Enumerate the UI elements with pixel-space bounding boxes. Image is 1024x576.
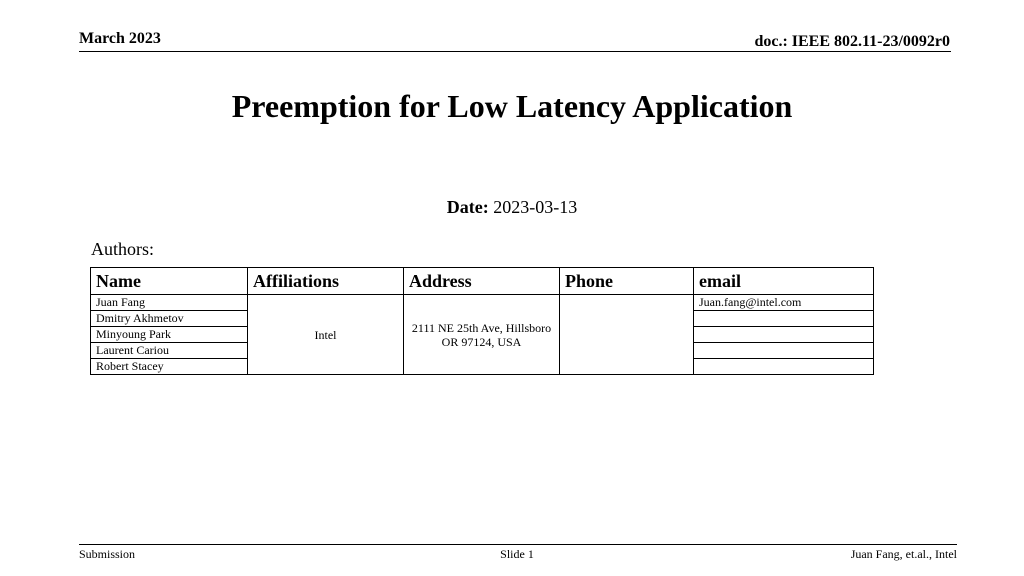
author-email: Juan.fang@intel.com [694,295,874,311]
footer-slide-number: Slide 1 [500,547,534,561]
author-email [694,343,874,359]
author-email [694,327,874,343]
header-divider [79,51,951,52]
author-email [694,359,874,375]
table-header-row [91,268,874,295]
address-cell: 2111 NE 25th Ave, Hillsboro OR 97124, USA [404,295,560,375]
table-row [91,295,874,311]
date-value: 2023-03-13 [493,197,578,217]
footer-divider [79,544,957,545]
author-name: Robert Stacey [91,359,248,375]
column-header-address: Address [404,268,560,295]
authors-table [90,267,874,375]
author-email [694,311,874,327]
author-name: Minyoung Park [91,327,248,343]
header-date: March 2023 [79,30,161,47]
author-name: Laurent Cariou [91,343,248,359]
author-name: Juan Fang [91,295,248,311]
column-header-affiliations: Affiliations [248,268,404,295]
authors-label: Authors: [91,239,154,259]
phone-cell [560,295,694,375]
footer-submission: Submission [79,547,136,561]
affiliation-cell: Intel [248,295,404,375]
column-header-name: Name [91,268,248,295]
date-label: Date: [446,197,489,217]
footer-author: Juan Fang, et.al., Intel [850,547,957,561]
header-doc-id: doc.: IEEE 802.11-23/0092r0 [754,33,950,50]
slide-title: Preemption for Low Latency Application [231,88,793,124]
date-line [0,197,1024,218]
column-header-email: email [694,268,874,295]
column-header-phone: Phone [560,268,694,295]
author-name: Dmitry Akhmetov [91,311,248,327]
